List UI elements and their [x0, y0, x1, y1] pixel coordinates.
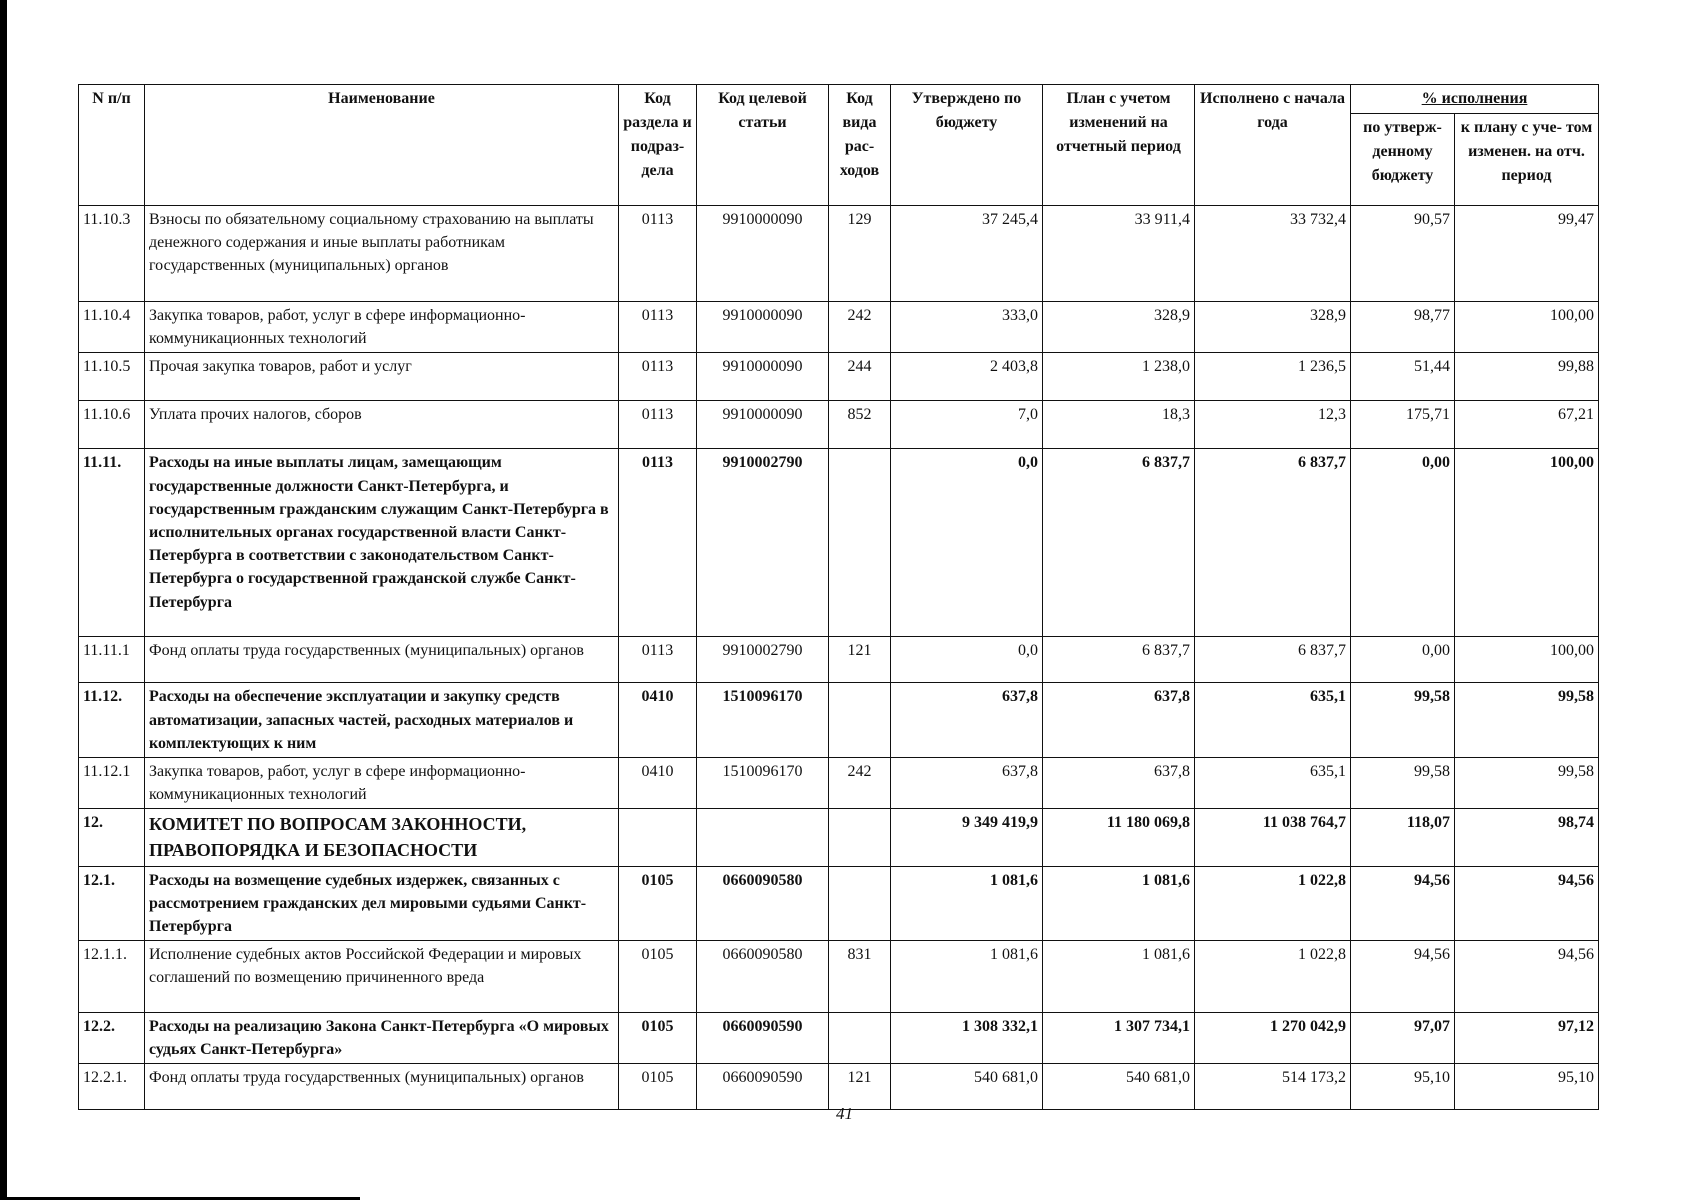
row-plan: 18,3 — [1043, 401, 1195, 449]
row-expense-code — [829, 683, 891, 758]
row-num: 11.11.1 — [79, 637, 145, 683]
row-executed: 12,3 — [1195, 401, 1351, 449]
header-plan: План с учетом изменений на отчетный период — [1043, 85, 1195, 206]
row-approved: 637,8 — [891, 683, 1043, 758]
row-target-code: 9910002790 — [697, 449, 829, 637]
row-pct-budget: 90,57 — [1351, 206, 1455, 302]
row-pct-plan: 94,56 — [1455, 866, 1599, 941]
row-approved: 0,0 — [891, 637, 1043, 683]
row-pct-budget: 51,44 — [1351, 353, 1455, 401]
row-pct-budget: 94,56 — [1351, 941, 1455, 1013]
row-approved: 333,0 — [891, 302, 1043, 353]
table-row — [79, 757, 1599, 808]
row-pct-plan: 100,00 — [1455, 302, 1599, 353]
table-row — [79, 683, 1599, 758]
row-name: Взносы по обязательному социальному страхованию на выплаты денежного содержания и иные выплаты работникам государственных (муниципальных) органов — [145, 206, 619, 302]
row-expense-code — [829, 866, 891, 941]
row-pct-budget: 99,58 — [1351, 683, 1455, 758]
row-num: 12.1.1. — [79, 941, 145, 1013]
row-executed: 1 236,5 — [1195, 353, 1351, 401]
row-section-code: 0113 — [619, 206, 697, 302]
row-num: 12. — [79, 809, 145, 866]
row-pct-plan: 67,21 — [1455, 401, 1599, 449]
table-row — [79, 941, 1599, 1013]
row-expense-code — [829, 449, 891, 637]
header-approved: Утверждено по бюджету — [891, 85, 1043, 206]
row-pct-budget: 99,58 — [1351, 757, 1455, 808]
row-expense-code: 831 — [829, 941, 891, 1013]
row-pct-plan: 99,88 — [1455, 353, 1599, 401]
row-name: Прочая закупка товаров, работ и услуг — [145, 353, 619, 401]
table-row — [79, 353, 1599, 401]
row-expense-code: 121 — [829, 637, 891, 683]
row-section-code: 0105 — [619, 1013, 697, 1064]
row-section-code: 0105 — [619, 1064, 697, 1110]
row-plan: 328,9 — [1043, 302, 1195, 353]
row-section-code: 0410 — [619, 757, 697, 808]
row-target-code: 1510096170 — [697, 757, 829, 808]
row-approved: 37 245,4 — [891, 206, 1043, 302]
row-pct-plan: 99,58 — [1455, 683, 1599, 758]
row-executed: 635,1 — [1195, 683, 1351, 758]
row-approved: 7,0 — [891, 401, 1043, 449]
table-row — [79, 449, 1599, 637]
budget-execution-table — [78, 84, 1599, 1110]
table-row — [79, 401, 1599, 449]
row-num: 11.10.4 — [79, 302, 145, 353]
row-plan: 637,8 — [1043, 683, 1195, 758]
row-num: 12.2. — [79, 1013, 145, 1064]
row-pct-budget: 98,77 — [1351, 302, 1455, 353]
row-approved: 1 081,6 — [891, 866, 1043, 941]
row-pct-plan: 97,12 — [1455, 1013, 1599, 1064]
scan-edge — [0, 0, 7, 1200]
row-pct-budget: 118,07 — [1351, 809, 1455, 866]
header-pct: % исполнения — [1351, 85, 1599, 114]
row-expense-code — [829, 1013, 891, 1064]
row-executed: 6 837,7 — [1195, 637, 1351, 683]
row-name: КОМИТЕТ ПО ВОПРОСАМ ЗАКОННОСТИ, ПРАВОПОРЯДКА И БЕЗОПАСНОСТИ — [145, 809, 619, 866]
row-section-code: 0113 — [619, 302, 697, 353]
row-expense-code: 244 — [829, 353, 891, 401]
row-target-code: 1510096170 — [697, 683, 829, 758]
row-executed: 635,1 — [1195, 757, 1351, 808]
row-pct-budget: 94,56 — [1351, 866, 1455, 941]
row-num: 11.10.6 — [79, 401, 145, 449]
row-expense-code: 121 — [829, 1064, 891, 1110]
row-target-code: 9910002790 — [697, 637, 829, 683]
row-section-code — [619, 809, 697, 866]
row-plan: 1 307 734,1 — [1043, 1013, 1195, 1064]
row-executed: 11 038 764,7 — [1195, 809, 1351, 866]
row-section-code: 0105 — [619, 941, 697, 1013]
row-plan: 1 238,0 — [1043, 353, 1195, 401]
row-target-code: 9910000090 — [697, 206, 829, 302]
row-approved: 637,8 — [891, 757, 1043, 808]
row-executed: 514 173,2 — [1195, 1064, 1351, 1110]
row-pct-plan: 94,56 — [1455, 941, 1599, 1013]
row-approved: 9 349 419,9 — [891, 809, 1043, 866]
header-pct-budget: по утверж- денному бюджету — [1351, 114, 1455, 206]
row-approved: 1 081,6 — [891, 941, 1043, 1013]
row-executed: 1 270 042,9 — [1195, 1013, 1351, 1064]
row-pct-plan: 95,10 — [1455, 1064, 1599, 1110]
row-pct-plan: 100,00 — [1455, 449, 1599, 637]
row-target-code — [697, 809, 829, 866]
row-plan: 1 081,6 — [1043, 941, 1195, 1013]
row-executed: 6 837,7 — [1195, 449, 1351, 637]
row-name: Расходы на иные выплаты лицам, замещающим государственные должности Санкт-Петербурга, и государственным гражданским служащим Санкт-Петербурга в исполнительных органах государственной власти Санкт-Петербурга в соответствии с законодательством Санкт-Петербурга о государственной гражданской службе Санкт-Петербурга — [145, 449, 619, 637]
header-target-code: Код целевой статьи — [697, 85, 829, 206]
row-section-code: 0113 — [619, 449, 697, 637]
row-expense-code: 242 — [829, 302, 891, 353]
row-target-code: 0660090590 — [697, 1013, 829, 1064]
row-name: Закупка товаров, работ, услуг в сфере информационно-коммуникационных технологий — [145, 302, 619, 353]
row-pct-budget: 97,07 — [1351, 1013, 1455, 1064]
row-plan: 540 681,0 — [1043, 1064, 1195, 1110]
row-name: Фонд оплаты труда государственных (муниципальных) органов — [145, 637, 619, 683]
row-section-code: 0410 — [619, 683, 697, 758]
row-executed: 328,9 — [1195, 302, 1351, 353]
row-executed: 1 022,8 — [1195, 866, 1351, 941]
row-target-code: 0660090580 — [697, 941, 829, 1013]
row-plan: 33 911,4 — [1043, 206, 1195, 302]
table-row — [79, 809, 1599, 866]
row-pct-budget: 175,71 — [1351, 401, 1455, 449]
header-name: Наименование — [145, 85, 619, 206]
row-executed: 1 022,8 — [1195, 941, 1351, 1013]
row-executed: 33 732,4 — [1195, 206, 1351, 302]
row-pct-plan: 98,74 — [1455, 809, 1599, 866]
row-num: 11.10.5 — [79, 353, 145, 401]
row-pct-budget: 0,00 — [1351, 449, 1455, 637]
row-expense-code: 242 — [829, 757, 891, 808]
row-name: Расходы на возмещение судебных издержек, связанных с рассмотрением гражданских дел мировыми судьями Санкт-Петербурга — [145, 866, 619, 941]
row-num: 11.12.1 — [79, 757, 145, 808]
page-number: 41 — [836, 1104, 853, 1123]
row-num: 12.1. — [79, 866, 145, 941]
row-target-code: 0660090590 — [697, 1064, 829, 1110]
row-approved: 540 681,0 — [891, 1064, 1043, 1110]
row-pct-plan: 99,47 — [1455, 206, 1599, 302]
row-expense-code — [829, 809, 891, 866]
row-approved: 0,0 — [891, 449, 1043, 637]
table-header — [79, 85, 1599, 206]
row-section-code: 0113 — [619, 401, 697, 449]
header-num: N п/п — [79, 85, 145, 206]
table-row — [79, 1013, 1599, 1064]
row-plan: 637,8 — [1043, 757, 1195, 808]
table-row — [79, 637, 1599, 683]
row-pct-plan: 99,58 — [1455, 757, 1599, 808]
table-body — [79, 206, 1599, 1110]
row-section-code: 0113 — [619, 637, 697, 683]
row-name: Закупка товаров, работ, услуг в сфере информационно-коммуникационных технологий — [145, 757, 619, 808]
row-num: 12.2.1. — [79, 1064, 145, 1110]
row-num: 11.12. — [79, 683, 145, 758]
row-name: Расходы на реализацию Закона Санкт-Петербурга «О мировых судьях Санкт-Петербурга» — [145, 1013, 619, 1064]
row-plan: 11 180 069,8 — [1043, 809, 1195, 866]
header-section-code: Код раздела и подраз- дела — [619, 85, 697, 206]
table-row — [79, 302, 1599, 353]
table-row — [79, 866, 1599, 941]
row-approved: 1 308 332,1 — [891, 1013, 1043, 1064]
header-pct-plan: к плану с уче- том изменен. на отч. период — [1455, 114, 1599, 206]
row-plan: 6 837,7 — [1043, 637, 1195, 683]
row-name: Расходы на обеспечение эксплуатации и закупку средств автоматизации, запасных частей, расходных материалов и комплектующих к ним — [145, 683, 619, 758]
row-plan: 1 081,6 — [1043, 866, 1195, 941]
row-target-code: 9910000090 — [697, 401, 829, 449]
header-expense-code: Код вида рас- ходов — [829, 85, 891, 206]
row-target-code: 0660090580 — [697, 866, 829, 941]
row-name: Исполнение судебных актов Российской Федерации и мировых соглашений по возмещению причиненного вреда — [145, 941, 619, 1013]
row-num: 11.10.3 — [79, 206, 145, 302]
row-name: Фонд оплаты труда государственных (муниципальных) органов — [145, 1064, 619, 1110]
row-expense-code: 129 — [829, 206, 891, 302]
row-pct-budget: 95,10 — [1351, 1064, 1455, 1110]
row-num: 11.11. — [79, 449, 145, 637]
row-pct-plan: 100,00 — [1455, 637, 1599, 683]
header-executed: Исполнено с начала года — [1195, 85, 1351, 206]
row-approved: 2 403,8 — [891, 353, 1043, 401]
row-target-code: 9910000090 — [697, 353, 829, 401]
row-pct-budget: 0,00 — [1351, 637, 1455, 683]
row-plan: 6 837,7 — [1043, 449, 1195, 637]
row-expense-code: 852 — [829, 401, 891, 449]
row-target-code: 9910000090 — [697, 302, 829, 353]
row-section-code: 0105 — [619, 866, 697, 941]
table-row — [79, 206, 1599, 302]
row-section-code: 0113 — [619, 353, 697, 401]
row-name: Уплата прочих налогов, сборов — [145, 401, 619, 449]
